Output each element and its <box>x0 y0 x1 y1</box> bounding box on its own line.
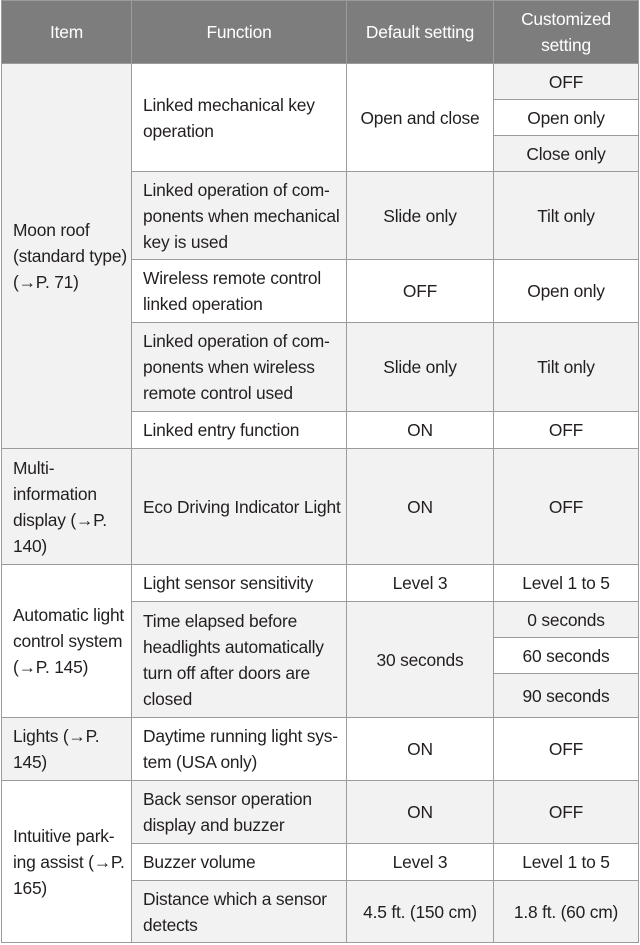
function-cell: Back sensor operation display and buzzer <box>132 781 347 844</box>
customized-cell: OFF <box>494 449 639 565</box>
function-cell: Buzzer volume <box>132 844 347 881</box>
function-cell: Daytime running light sys-tem (USA only) <box>132 718 347 781</box>
header-customized: Customized setting <box>494 1 639 64</box>
customized-cell: OFF <box>494 64 639 100</box>
customized-cell: 90 seconds <box>494 674 639 718</box>
default-cell: ON <box>347 412 494 449</box>
customized-cell: 60 seconds <box>494 638 639 674</box>
table-row <box>2 718 639 781</box>
default-cell: Slide only <box>347 323 494 412</box>
function-cell: Linked operation of com-ponents when mechanical key is used <box>132 172 347 260</box>
function-cell: Linked entry function <box>132 412 347 449</box>
header-row <box>2 1 639 64</box>
header-item: Item <box>2 1 132 64</box>
customized-cell: Close only <box>494 136 639 172</box>
item-lights: Lights (→P. 145) <box>2 718 132 781</box>
default-cell: 4.5 ft. (150 cm) <box>347 881 494 943</box>
function-cell: Time elapsed before headlights automatically turn off after doors are closed <box>132 602 347 718</box>
function-cell: Light sensor sensitivity <box>132 565 347 602</box>
function-cell: Distance which a sensor detects <box>132 881 347 943</box>
item-multi-information-display: Multi-information display (→P. 140) <box>2 449 132 565</box>
table-row <box>2 781 639 844</box>
default-cell: Slide only <box>347 172 494 260</box>
table-row <box>2 565 639 602</box>
function-cell: Linked operation of com-ponents when wireless remote control used <box>132 323 347 412</box>
function-cell: Eco Driving Indicator Light <box>132 449 347 565</box>
default-cell: ON <box>347 781 494 844</box>
function-cell: Linked mechanical key operation <box>132 64 347 172</box>
item-moon-roof: Moon roof (standard type) (→P. 71) <box>2 64 132 449</box>
customized-cell: Level 1 to 5 <box>494 844 639 881</box>
default-cell: Open and close <box>347 64 494 172</box>
customized-cell: Tilt only <box>494 323 639 412</box>
default-cell: ON <box>347 718 494 781</box>
customized-cell: Open only <box>494 260 639 323</box>
item-intuitive-parking-assist: Intuitive park-ing assist (→P. 165) <box>2 781 132 943</box>
customized-cell: 1.8 ft. (60 cm) <box>494 881 639 943</box>
customized-cell: OFF <box>494 781 639 844</box>
default-cell: Level 3 <box>347 565 494 602</box>
header-function: Function <box>132 1 347 64</box>
customized-cell: Level 1 to 5 <box>494 565 639 602</box>
default-cell: Level 3 <box>347 844 494 881</box>
customized-cell: Tilt only <box>494 172 639 260</box>
table-row <box>2 449 639 565</box>
default-cell: ON <box>347 449 494 565</box>
customized-cell: 0 seconds <box>494 602 639 638</box>
customized-cell: Open only <box>494 100 639 136</box>
customization-table <box>1 0 639 943</box>
header-default: Default setting <box>347 1 494 64</box>
table-row <box>2 64 639 100</box>
item-automatic-light-control: Automatic light control system (→P. 145) <box>2 565 132 718</box>
customized-cell: OFF <box>494 412 639 449</box>
function-cell: Wireless remote control linked operation <box>132 260 347 323</box>
default-cell: OFF <box>347 260 494 323</box>
customized-cell: OFF <box>494 718 639 781</box>
default-cell: 30 seconds <box>347 602 494 718</box>
